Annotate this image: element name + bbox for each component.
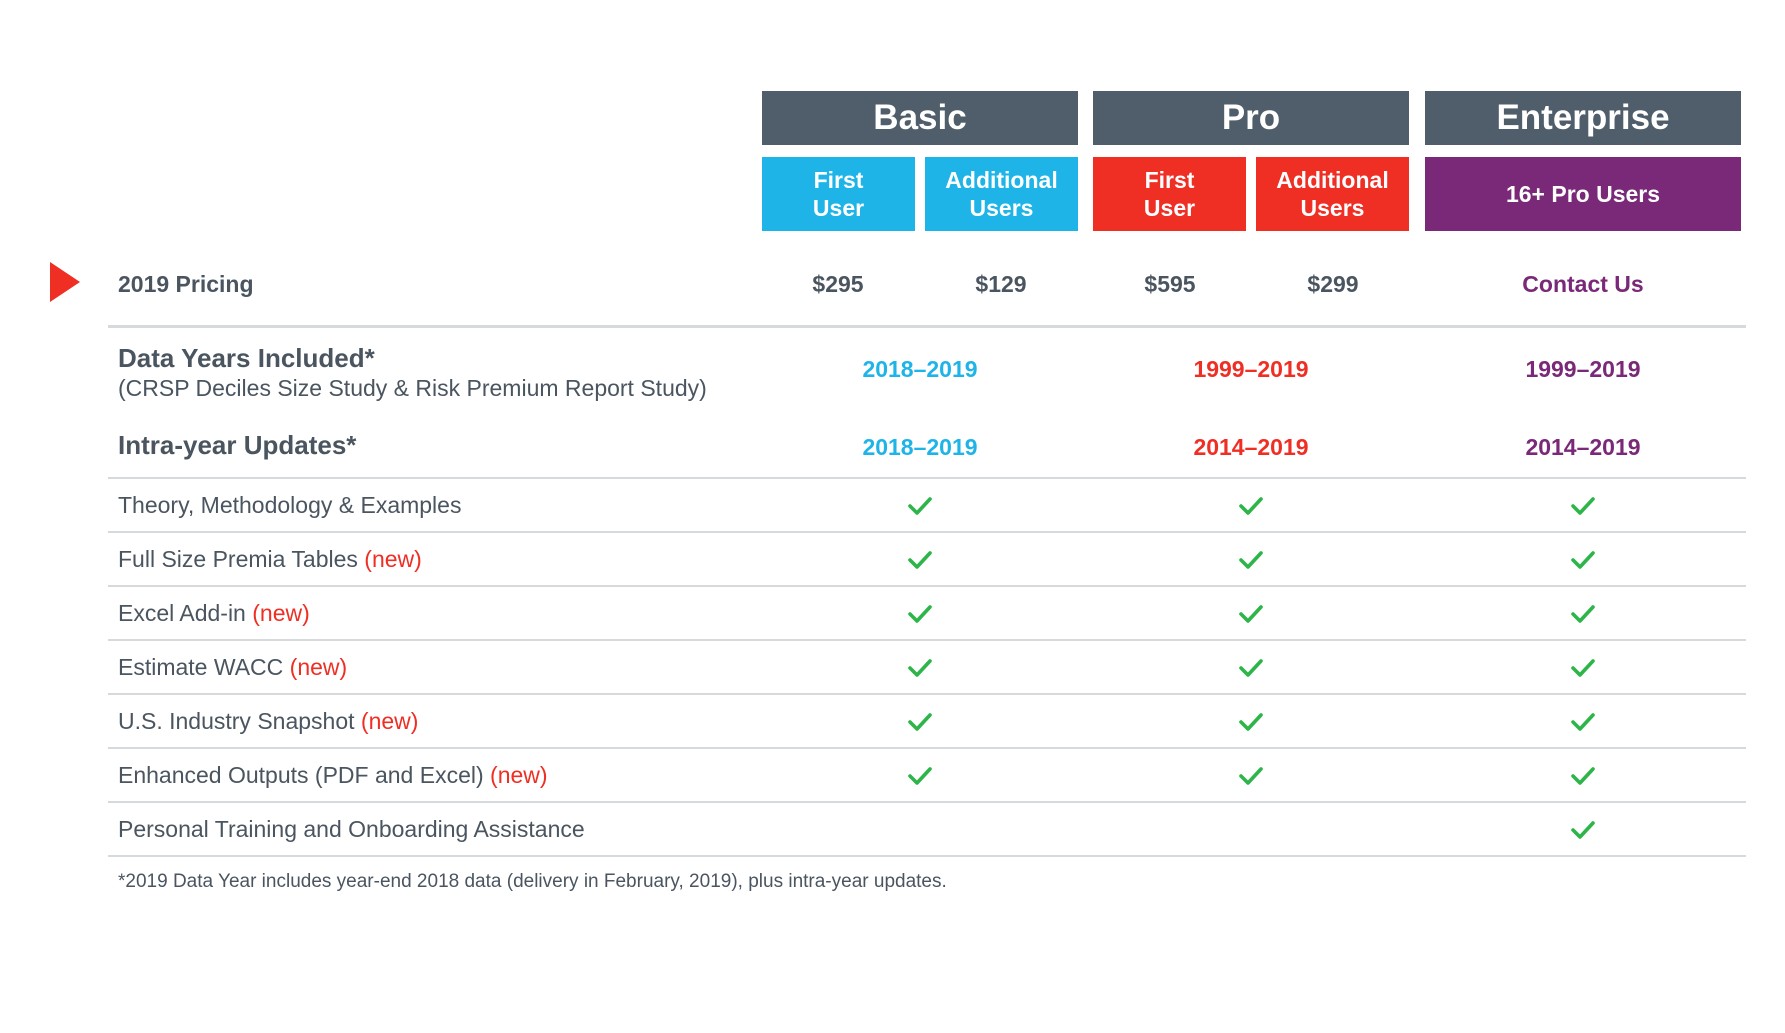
- check-icon: [1570, 658, 1596, 678]
- price-basic-first: $295: [812, 271, 864, 297]
- feature-label: [118, 492, 461, 519]
- new-badge: (new): [289, 654, 348, 680]
- data-years-sublabel: (CRSP Deciles Size Study & Risk Premium Report Study): [118, 375, 707, 401]
- feature-name: Full Size Premia Tables: [118, 546, 358, 572]
- check-icon: [1570, 820, 1596, 840]
- tier-pro-first-user[interactable]: First User: [1093, 157, 1246, 231]
- check-icon: [907, 658, 933, 678]
- intra-year-basic: 2018–2019: [862, 434, 978, 460]
- check-icon: [1570, 712, 1596, 732]
- check-icon: [907, 766, 933, 786]
- intra-year-pro: 2014–2019: [1193, 434, 1309, 460]
- intra-year-enterprise: 2014–2019: [1525, 434, 1641, 460]
- feature-label: [118, 600, 310, 627]
- data-years-label: Data Years Included*: [118, 343, 375, 373]
- check-icon: [907, 550, 933, 570]
- tier-enterprise-users[interactable]: 16+ Pro Users: [1425, 157, 1741, 231]
- feature-name: Enhanced Outputs (PDF and Excel): [118, 762, 484, 788]
- new-badge: (new): [364, 546, 422, 572]
- feature-label: [118, 654, 347, 681]
- check-icon: [1570, 766, 1596, 786]
- data-years-pro: 1999–2019: [1193, 356, 1309, 382]
- feature-name: Estimate WACC: [118, 654, 284, 680]
- divider: [108, 855, 1746, 857]
- check-icon: [907, 604, 933, 624]
- new-badge: (new): [490, 762, 548, 788]
- check-icon: [1238, 766, 1264, 786]
- new-badge: (new): [360, 708, 419, 734]
- tier-basic-additional-users[interactable]: Additional Users: [925, 157, 1078, 231]
- check-icon: [907, 712, 933, 732]
- check-icon: [1238, 550, 1264, 570]
- check-icon: [1570, 604, 1596, 624]
- feature-label: [118, 708, 418, 735]
- price-basic-additional: $129: [975, 271, 1027, 297]
- check-icon: [907, 496, 933, 516]
- footnote: *2019 Data Year includes year-end 2018 data (delivery in February, 2019), plus intra-year updates.: [118, 871, 947, 892]
- feature-name: Theory, Methodology & Examples: [118, 492, 462, 518]
- feature-name: U.S. Industry Snapshot: [118, 708, 355, 734]
- intra-year-label: Intra-year Updates*: [118, 430, 357, 460]
- data-years-enterprise: 1999–2019: [1525, 356, 1641, 382]
- feature-name: Personal Training and Onboarding Assistance: [118, 816, 585, 842]
- pricing-label: 2019 Pricing: [118, 271, 254, 297]
- feature-label: [118, 816, 585, 843]
- plan-header-pro: Pro: [1093, 91, 1409, 145]
- check-icon: [1238, 496, 1264, 516]
- feature-name: Excel Add-in: [118, 600, 246, 626]
- divider: [108, 585, 1746, 587]
- plan-header-basic: Basic: [762, 91, 1078, 145]
- check-icon: [1570, 496, 1596, 516]
- data-years-basic: 2018–2019: [862, 356, 978, 382]
- divider: [108, 531, 1746, 533]
- tier-pro-additional-users[interactable]: Additional Users: [1256, 157, 1409, 231]
- check-icon: [1238, 604, 1264, 624]
- price-enterprise-contact[interactable]: Contact Us: [1522, 271, 1644, 297]
- divider: [108, 801, 1746, 803]
- plan-header-enterprise: Enterprise: [1425, 91, 1741, 145]
- feature-label: [118, 546, 422, 573]
- divider: [108, 693, 1746, 695]
- feature-label: [118, 762, 548, 789]
- price-pro-additional: $299: [1307, 271, 1359, 297]
- price-pro-first: $595: [1144, 271, 1196, 297]
- check-icon: [1570, 550, 1596, 570]
- check-icon: [1238, 658, 1264, 678]
- tier-basic-first-user[interactable]: First User: [762, 157, 915, 231]
- divider: [108, 639, 1746, 641]
- divider: [108, 747, 1746, 749]
- check-icon: [1238, 712, 1264, 732]
- divider: [108, 477, 1746, 479]
- divider: [108, 325, 1746, 328]
- pointer-arrow-icon: [50, 262, 80, 302]
- new-badge: (new): [252, 600, 310, 626]
